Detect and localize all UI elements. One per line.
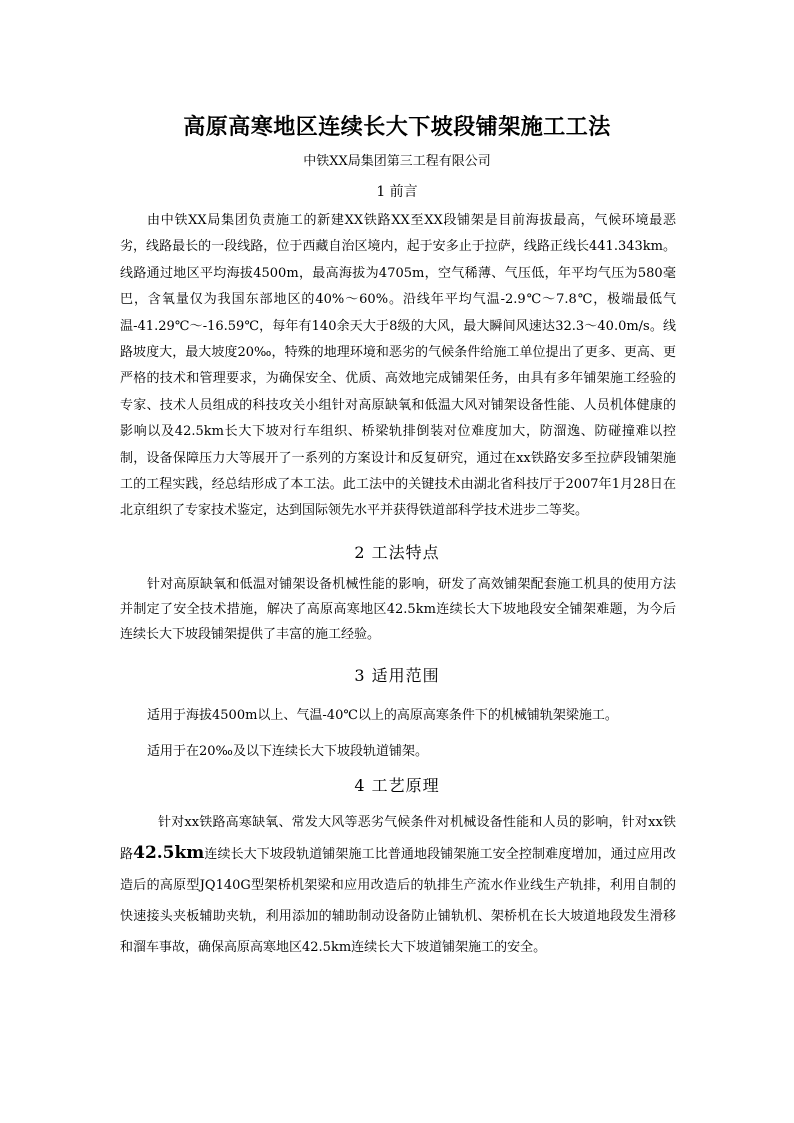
section-3-heading: 3 适用范围 bbox=[354, 666, 440, 685]
document-author: 中铁XX局集团第三工程有限公司 bbox=[303, 154, 491, 169]
section-2-paragraph: 针对高原缺氧和低温对铺架设备机械性能的影响，研发了高效铺架配套施工机具的使用方法并制定了安全技术措施，解决了高原高寒地区42.5km连续长大下坡地段安全铺架难题，为今后连续长大下坡段铺架提供了丰富的施工经验。 bbox=[120, 577, 676, 642]
section-4-paragraph bbox=[120, 807, 676, 963]
section-4-heading: 4 工艺原理 bbox=[354, 776, 440, 795]
section-1-paragraph: 由中铁XX局集团负责施工的新建XX铁路XX至XX段铺架是目前海拔最高，气候环境最恶劣，线路最长的一段线路，位于西藏自治区境内，起于安多止于拉萨，线路正线长441.343km。线路通过地区平均海拔4500m，最高海拔为4705m，空气稀薄、气压低，年平均气压为580毫巴，含氧量仅为我国东部地区的40%～60%。沿线年平均气温-2.9℃～7.8℃，极端最低气温-41.29℃～-16.59℃，每年有140余天大于8级的大风，最大瞬间风速达32.3～40.0m/s。线路坡度大，最大坡度20‰，特殊的地理环境和恶劣的气候条件给施工单位提出了更多、更高、更严格的技术和管理要求，为确保安全、优质、高效地完成铺架任务，由具有多年铺架施工经验的专家、技术人员组成的科技攻关小组针对高原缺氧和低温大风对铺架设备性能、人员机体健康的影响以及42.5km长大下坡对行车组织、桥梁轨排倒装对位难度加大，防溜逸、防碰撞难以控制，设备保障压力大等展开了一系列的方案设计和反复研究，通过在xx铁路安多至拉萨段铺架施工的工程实践，经总结形成了本工法。此工法中的关键技术由湖北省科技厅于2007年1月28日在北京组织了专家技术鉴定，达到国际领先水平并获得铁道部科学技术进步二等奖。 bbox=[120, 213, 676, 519]
section-1-heading: 1 前言 bbox=[376, 184, 418, 200]
document-title: 高原高寒地区连续长大下坡段铺架施工工法 bbox=[183, 114, 611, 140]
section-4-distance-highlight: 42.5km bbox=[133, 843, 205, 863]
section-4-text-a: 针对xx铁路高寒缺氧、常发大风等恶劣气候条件对机械设备性能和人员的影响，针对xx铁路 bbox=[120, 815, 676, 862]
section-4-text-b: 连续长大下坡段轨道铺架施工比普通地段铺架施工安全控制难度增加，通过应用改造后的高原型JQ140G型架桥机架梁和应用改造后的轨排生产流水作业线生产轨排，利用自制的快速接头夹板辅助夹轨，利用添加的辅助制动设备防止铺轨机、架桥机在长大坡道地段发生滑移和溜车事故，确保高原高寒地区42.5km连续长大下坡道铺架施工的安全。 bbox=[120, 847, 676, 955]
section-2-heading: 2 工法特点 bbox=[354, 543, 440, 562]
section-3-line-2: 适用于在20‰及以下连续长大下坡段轨道铺架。 bbox=[147, 744, 428, 759]
section-3-line-1: 适用于海拔4500m以上、气温-40℃以上的高原高寒条件下的机械铺轨架梁施工。 bbox=[147, 708, 618, 723]
